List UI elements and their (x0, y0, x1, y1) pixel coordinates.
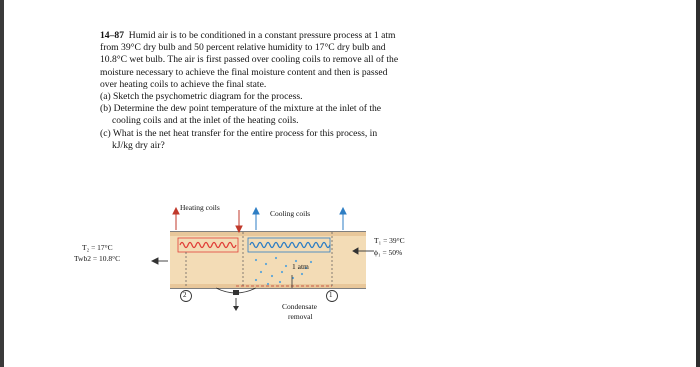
problem-number: 14–87 (100, 30, 124, 41)
problem-text: Humid air is to be conditioned in a constant pressure process at 1 atm from 39°C dry bulb and 50 percent relative humidity to 17°C dry bulb and 10.8°C wet bulb. The air is first passed over cooling coils to remove all of the moisture necessary to achieve the final moisture content and then is passed over heating coils to achieve the final state. (100, 30, 399, 90)
heat-in-arrow (173, 208, 179, 230)
t2-label: T₂ = 17°C (82, 243, 113, 252)
pressure-label: 1 atm (292, 262, 309, 271)
heat-out-arrow-2 (340, 208, 346, 230)
heat-out-arrow (253, 208, 259, 230)
cooling-coils-label: Cooling coils (270, 209, 311, 218)
process-figure (74, 203, 405, 336)
state-2-label: 2 (183, 291, 187, 299)
problem-statement (100, 30, 400, 91)
condensate-label: Condensate (282, 302, 317, 311)
removal-label: removal (288, 312, 313, 321)
outlet-arrow (152, 258, 168, 264)
window-frame-right (696, 0, 700, 367)
heating-coils-label: Heating coils (180, 203, 220, 212)
document-page (66, 0, 626, 367)
duct-top-shade (170, 232, 366, 236)
heat-arrow-2 (236, 210, 242, 232)
twb2-label: Twb2 = 10.8°C (74, 254, 121, 263)
window-frame-left (0, 0, 4, 367)
duct-diagram (96, 206, 396, 336)
phi1-label: ϕ₁ = 50% (374, 248, 403, 257)
part-b: (b) Determine the dew point temperature of the mixture at the inlet of the cooling coils and at the inlet of the heating coils. (100, 103, 382, 127)
drain-pipe (216, 288, 256, 311)
t1-label: T₁ = 39°C (374, 236, 405, 245)
problem-block (100, 30, 400, 152)
state-1-label: 1 (329, 291, 333, 299)
part-a: (a) Sketch the psychometric diagram for the process. (100, 91, 303, 103)
duct-body (170, 232, 366, 288)
part-c: (c) What is the net heat transfer for the entire process for this process, in kJ/kg dry air? (100, 127, 378, 151)
